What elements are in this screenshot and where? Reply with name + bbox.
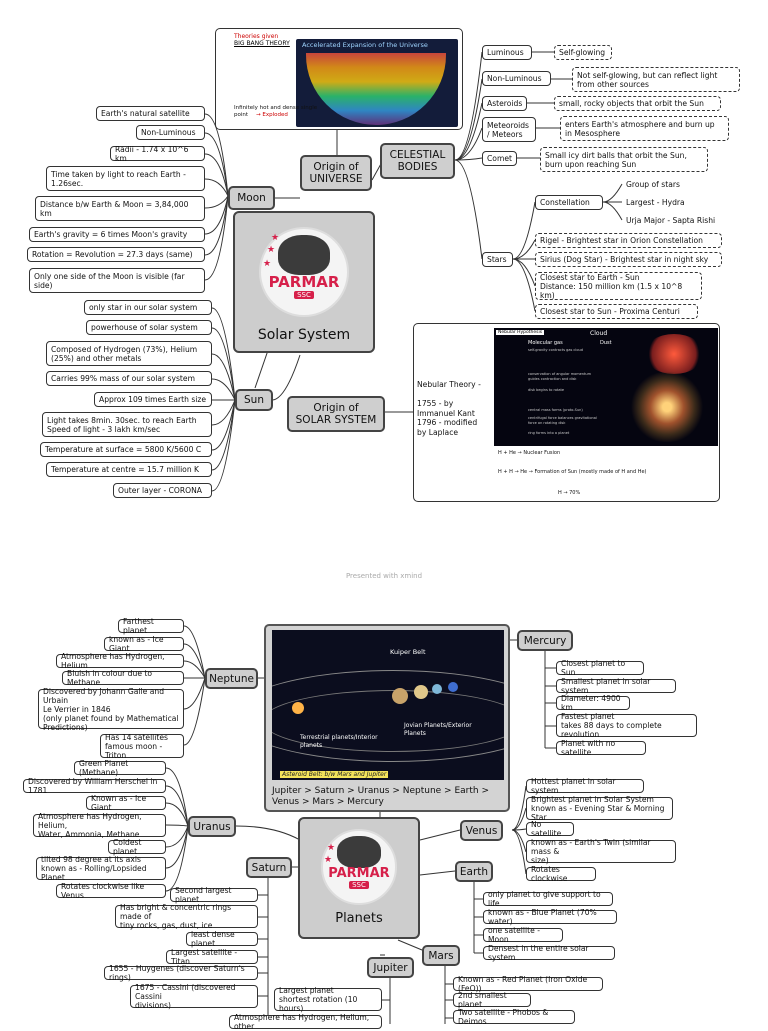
neptune-fact: Atmosphere has Hydrogen, Helium (56, 654, 184, 668)
planets-image-panel (264, 624, 510, 812)
big-bang-image (296, 39, 458, 127)
planets-image (272, 630, 504, 780)
moon-fact: Earth's gravity = 6 times Moon's gravity (29, 227, 205, 242)
saturn-fact: Has bright & concentric rings made of tiny rocks, gas, dust, ice (115, 905, 258, 928)
bigbang-exploded-text: Exploded (262, 112, 288, 118)
uranus-node[interactable]: Uranus (188, 816, 236, 837)
planet-size-order: Jupiter > Saturn > Uranus > Neptune > Earth > Venus > Mars > Mercury (272, 786, 489, 807)
neptune-fact: Has 14 satellites famous moon - Triton (100, 734, 184, 758)
neptune-node[interactable]: Neptune (205, 668, 258, 689)
bigbang-title1: Theories given (234, 33, 279, 40)
sun-fact: Temperature at centre = 15.7 million K (46, 462, 212, 477)
celestial-label: Meteoroids / Meteors (482, 117, 536, 142)
nebular-cons: conservation of angular momentum guides contraction and disk (528, 372, 592, 381)
celestial-label: Non-Luminous (482, 71, 551, 86)
sun-fact: Outer layer - CORONA (113, 483, 212, 498)
venus-fact: Brightest planet in Solar System known as - Evening Star & Morning Star (526, 797, 673, 820)
earth-node[interactable]: Earth (455, 861, 493, 882)
lion-icon (337, 836, 381, 868)
mercury-node[interactable]: Mercury (517, 630, 573, 651)
nebular-text: Nebular Theory - 1755 - by Immanuel Kant 1796 - modified by Laplace (417, 380, 481, 437)
venus-fact: Rotates clockwise (526, 867, 596, 881)
moon-fact: Distance b/w Earth & Moon = 3,84,000 km (35, 196, 205, 221)
saturn-fact: 1655 - Huygenes (discover Saturn's rings) (104, 966, 258, 980)
venus-fact: known as - Earth's Twin (similar mass & size) (526, 840, 676, 863)
nebular-theory-panel (413, 323, 720, 502)
uranus-fact: Coldest planet (108, 840, 166, 854)
saturn-node[interactable]: Saturn (246, 857, 292, 878)
bigbang-heading: Accelerated Expansion of the Universe (302, 41, 428, 49)
star-fact: Closest star to Sun - Proxima Centuri (535, 304, 698, 319)
solar-system-center[interactable] (233, 211, 375, 353)
parmar-ssc-logo (259, 227, 349, 317)
origin-universe-node[interactable]: Origin of UNIVERSE (300, 155, 372, 191)
neptune-fact: Farthest planet (118, 619, 184, 633)
origin-solar-system-node[interactable]: Origin of SOLAR SYSTEM (287, 396, 385, 432)
neptune-fact: Bluish in colour due to Methane (62, 671, 184, 685)
venus-fact: No satellite (526, 822, 574, 836)
logo-sub: SSC (294, 291, 314, 299)
star-icon: ★ (267, 245, 276, 255)
logo-sub: SSC (349, 881, 369, 889)
nebular-star: ring forms into a planet (528, 431, 570, 435)
celestial-desc: Small icy dirt balls that orbit the Sun, burn upon reaching Sun (540, 147, 708, 172)
stars-node: Stars (482, 252, 513, 267)
nebular-eq1: H + He → Nuclear Fusion (498, 450, 561, 456)
sun-fact: Approx 109 times Earth size (94, 392, 212, 407)
sun-node[interactable]: Sun (235, 389, 273, 411)
celestial-desc: small, rocky objects that orbit the Sun (554, 96, 721, 111)
mars-fact: Two satellite - Phobos & Deimos (453, 1010, 575, 1024)
parmar-ssc-logo (321, 829, 397, 905)
mercury-fact: Smallest planet in solar system (556, 679, 676, 693)
nebular-disk: disk begins to rotate (528, 388, 565, 392)
jupiter-fact: Atmosphere has Hydrogen, Helium, other (229, 1015, 382, 1029)
constellation-item: Group of stars (626, 180, 680, 189)
uranus-fact: Known as - Ice Giant (86, 796, 166, 810)
nebular-mol: Molecular gas (528, 340, 563, 346)
moon-fact: Earth's natural satellite (96, 106, 205, 121)
planets-center[interactable] (298, 817, 420, 939)
moon-fact: Non-Luminous (136, 125, 205, 140)
moon-fact: Radii - 1.74 x 10^6 km (110, 146, 205, 161)
nebular-dust: Dust (600, 340, 612, 346)
celestial-label: Luminous (482, 45, 532, 60)
star-fact: Rigel - Brightest star in Orion Constellation (535, 233, 722, 248)
sun-fact: powerhouse of solar system (86, 320, 212, 335)
sun-fact: Composed of Hydrogen (73%), Helium (25%) and other metals (46, 341, 212, 366)
venus-node[interactable]: Venus (460, 820, 503, 841)
bigbang-exploded: → Exploded (256, 112, 288, 118)
center-title: Solar System (257, 327, 351, 343)
logo-brand: PARMAR (268, 273, 340, 291)
uranus-fact: Discovered by William Herschel in 1781 (23, 779, 166, 793)
earth-fact: only planet to give support to life (483, 892, 613, 906)
constellation-item: Urja Major - Sapta Rishi (626, 216, 716, 225)
asteroid-label: Asteroid Belt: b/w Mars and Jupiter (282, 771, 387, 778)
neptune-fact: Discovered by Johann Galle and Urbain Le Verrier in 1846 (only planet found by Mathematical Predictions) (38, 689, 184, 729)
star-icon: ★ (263, 259, 272, 269)
sun-fact: Temperature at surface = 5800 K/5600 C (40, 442, 212, 457)
bigbang-note: Infinitely hot and dense single point (234, 105, 318, 118)
moon-node[interactable]: Moon (228, 186, 275, 210)
star-icon: ★ (324, 855, 333, 865)
uranus-fact: Atmosphere has Hydrogen, Helium, Water, Ammonia, Methane (33, 814, 166, 837)
star-fact: Closest star to Earth - Sun Distance: 150 million km (1.5 x 10^8 km) (535, 272, 702, 300)
mercury-fact: Planet with no satellite (556, 741, 646, 755)
uranus-fact: tilted 98 degree at its axis known as - Rolling/Lopsided Planet (36, 857, 166, 880)
star-fact: Sirius (Dog Star) - Brightest star in night sky (535, 252, 722, 267)
moon-fact: Only one side of the Moon is visible (far side) (29, 268, 205, 293)
saturn-fact: 1675 - Cassini (discovered Cassini divisions) (130, 985, 258, 1008)
mars-node[interactable]: Mars (422, 945, 460, 966)
celestial-bodies-node[interactable]: CELESTIAL BODIES (380, 143, 455, 179)
constellation-node: Constellation (535, 195, 603, 210)
lion-icon (278, 235, 330, 275)
constellation-item: Largest - Hydra (626, 198, 685, 207)
nebular-image (494, 328, 718, 446)
bigbang-title2: BIG BANG THEORY (234, 40, 290, 47)
venus-fact: Hottest planet in solar system (526, 779, 644, 793)
mars-fact: Known as - Red Planet (Iron Oxide (FeO)) (453, 977, 603, 991)
sun-fact: Light takes 8min. 30sec. to reach Earth Speed of light - 3 lakh km/sec (42, 412, 212, 437)
nebular-img-title: Nebular Hypothesis (498, 330, 543, 335)
earth-fact: known as - Blue Planet (70% water) (483, 910, 617, 924)
moon-fact: Rotation = Revolution = 27.3 days (same) (27, 247, 205, 262)
mercury-fact: Fastest planet takes 88 days to complete revolution (556, 714, 697, 737)
uranus-fact: Green Planet (Methane) (74, 761, 166, 775)
saturn-fact: Largest satellite - Titan (166, 950, 258, 964)
jupiter-node[interactable]: Jupiter (367, 957, 414, 978)
saturn-fact: Second largest planet (170, 888, 258, 902)
nebular-center: central mass forms (proto-Sun) (528, 408, 583, 412)
celestial-desc: enters Earth's atmosphere and burn up in Mesosphere (560, 116, 729, 141)
star-icon: ★ (327, 843, 336, 853)
nebular-dust2: centrifugal force balances gravitational force on rotating disk (528, 416, 597, 425)
earth-fact: one satellite - Moon (483, 928, 563, 942)
neptune-fact: known as - Ice Giant (104, 637, 184, 651)
logo-brand: PARMAR (328, 865, 390, 881)
nebular-eq2: H + H → He → Formation of Sun (mostly made of H and He) (498, 469, 647, 475)
mercury-fact: Diameter: 4900 km (556, 696, 630, 710)
nebular-eq3: H → 70% (558, 490, 581, 496)
mercury-fact: Closest planet to Sun (556, 661, 644, 675)
jupiter-fact: Largest planet shortest rotation (10 hours) (274, 988, 382, 1011)
nebular-cloud: Cloud (590, 330, 608, 337)
terrestrial-label: Terrestrial planets/Interior planets (300, 734, 378, 749)
mars-fact: 2nd smallest planet (453, 993, 531, 1007)
moon-fact: Time taken by light to reach Earth - 1.26sec. (46, 166, 205, 191)
celestial-label: Comet (482, 151, 517, 166)
nebular-self: self-gravity contracts gas cloud (528, 348, 583, 352)
sun-fact: Carries 99% mass of our solar system (46, 371, 212, 386)
celestial-desc: Not self-glowing, but can reflect light from other sources (572, 67, 740, 92)
saturn-fact: least dense planet (186, 932, 258, 946)
jovian-label: Jovian Planets/Exterior Planets (404, 722, 472, 737)
earth-fact: Densest in the entire solar system (483, 946, 615, 960)
big-bang-panel (215, 28, 463, 130)
celestial-label: Asteroids (482, 96, 527, 111)
sun-fact: only star in our solar system (84, 300, 212, 315)
kuiper-label: Kuiper Belt (390, 648, 426, 656)
celestial-desc: Self-glowing (554, 45, 612, 60)
star-icon: ★ (271, 233, 280, 243)
uranus-fact: Rotates clockwise like Venus (56, 884, 166, 898)
planets-title: Planets (335, 911, 383, 926)
footer-note: Presented with xmind (345, 572, 423, 580)
